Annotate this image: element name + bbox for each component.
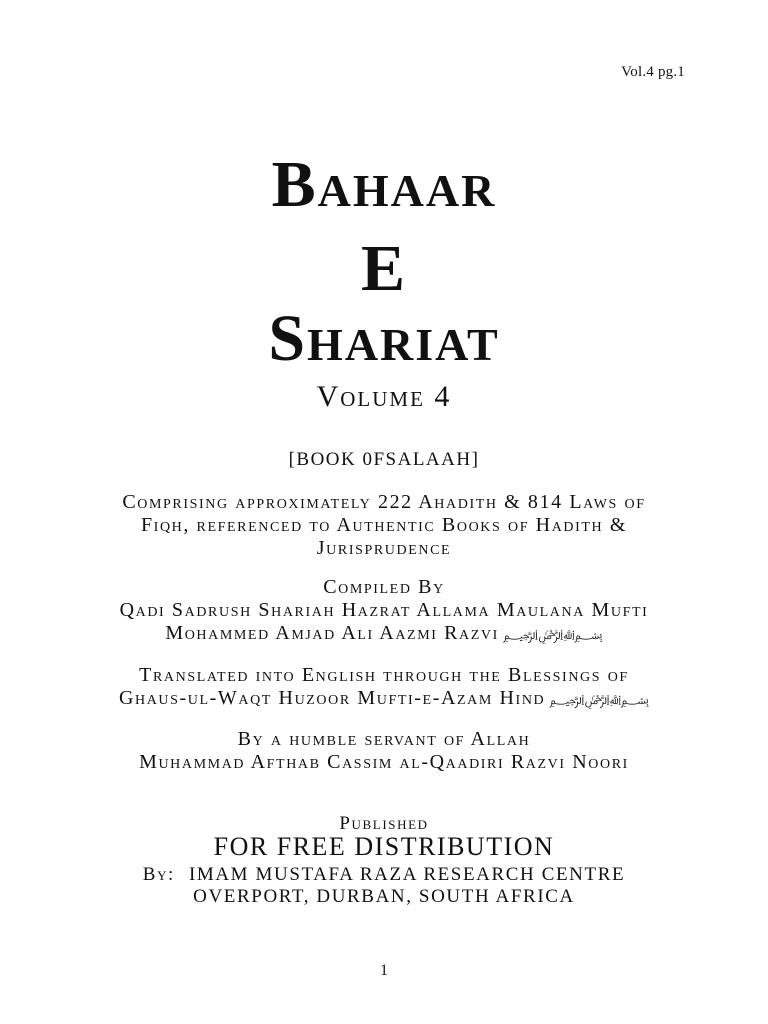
title-line-3: Shariat bbox=[268, 302, 500, 375]
compiled-line-2-wrap bbox=[0, 622, 768, 646]
honorific-icon: ﷽ bbox=[549, 691, 650, 707]
free-distribution-heading: FOR FREE DISTRIBUTION bbox=[213, 832, 555, 861]
description-line-2: Fiqh, referenced to Authentic Books of Hadith & bbox=[140, 514, 628, 536]
description-line-3: Jurisprudence bbox=[316, 537, 452, 559]
compiled-line-1: Qadi Sadrush Shariah Hazrat Allama Maulana Mufti bbox=[119, 599, 649, 621]
publisher-block bbox=[0, 864, 768, 908]
title-line-1: Bahaar bbox=[271, 148, 497, 221]
by-label: By: bbox=[142, 864, 175, 885]
compiled-block bbox=[0, 576, 768, 646]
translator-block bbox=[0, 728, 768, 774]
translated-block bbox=[0, 664, 768, 711]
servant-line-2: Muhammad Afthab Cassim al-Qaadiri Razvi Noori bbox=[139, 751, 629, 773]
volume-label: Volume 4 bbox=[316, 380, 452, 413]
translated-line-1: Translated into English through the Blessings of bbox=[139, 664, 629, 686]
translated-line-2-wrap bbox=[0, 687, 768, 711]
honorific-icon: ﷽ bbox=[502, 626, 603, 642]
publisher-line-1: IMAM MUSTAFA RAZA RESEARCH CENTRE bbox=[188, 864, 626, 885]
book-subtitle: [BOOK 0FSALAAH] bbox=[288, 449, 480, 470]
publisher-line-2: OVERPORT, DURBAN, SOUTH AFRICA bbox=[193, 886, 575, 907]
servant-line-1: By a humble servant of Allah bbox=[237, 728, 531, 750]
description-line-1: Comprising approximately 222 Ahadith & 814 Laws of bbox=[122, 491, 646, 513]
compiled-label: Compiled By bbox=[323, 576, 445, 598]
page-reference: Vol.4 pg.1 bbox=[621, 64, 685, 80]
description-block bbox=[0, 491, 768, 560]
title-line-2: E bbox=[360, 232, 408, 305]
publisher-line-1-wrap bbox=[0, 864, 768, 886]
published-label: Published bbox=[339, 813, 429, 834]
translated-line-2: Ghaus-ul-Waqt Huzoor Mufti-e-Azam Hind bbox=[118, 687, 546, 709]
compiled-line-2: Mohammed Amjad Ali Aazmi Razvi bbox=[165, 622, 499, 644]
page-number: 1 bbox=[380, 962, 388, 979]
